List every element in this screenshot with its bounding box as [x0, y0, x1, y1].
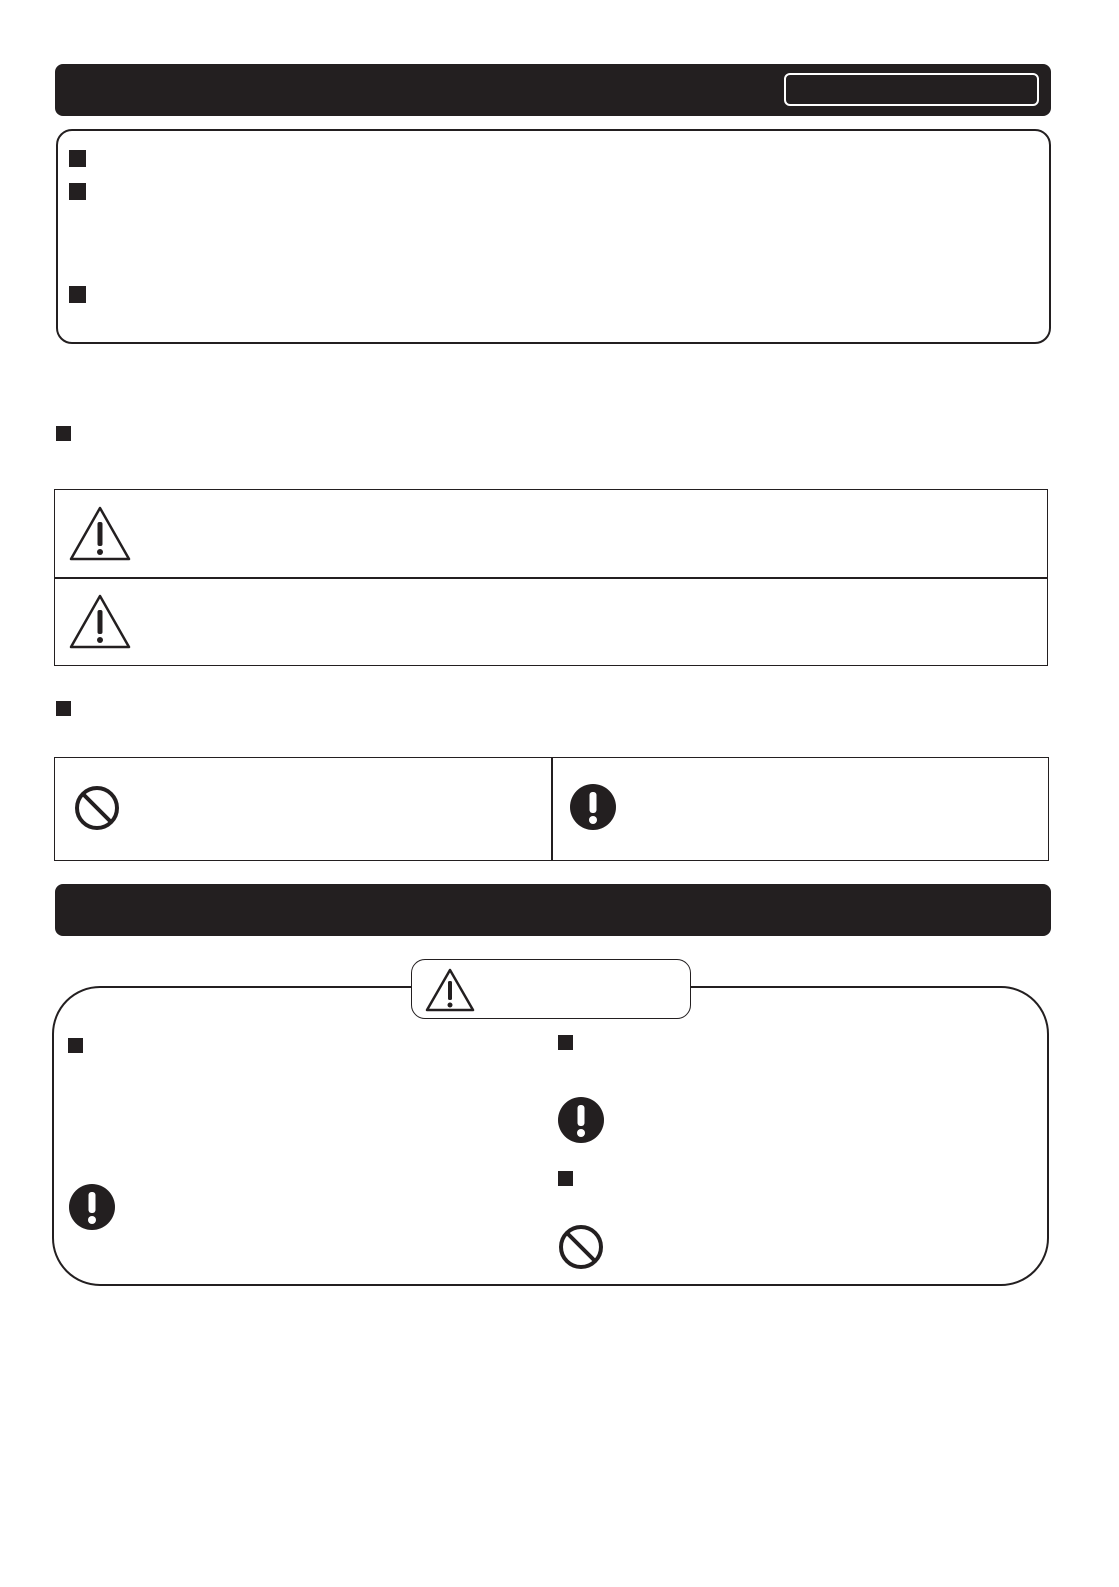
- warning-item-3-bullet: [558, 1171, 573, 1186]
- signal-word-table: [54, 489, 1048, 666]
- warning-panel-tab: [411, 959, 691, 1019]
- section-2-header-bar: [55, 884, 1051, 936]
- notice-bullet-3: [69, 286, 86, 303]
- prohibition-icon: [73, 784, 121, 832]
- symbol-table-divider: [551, 758, 553, 860]
- warning-item-1-bullet: [68, 1038, 83, 1053]
- symbols-heading-bullet: [56, 701, 71, 716]
- section-1-header-label-frame: [784, 73, 1039, 106]
- signal-word-table-divider: [55, 577, 1047, 579]
- section-1-header-bar: [55, 64, 1051, 116]
- warning-triangle-icon: [68, 505, 132, 561]
- warning-triangle-icon: [424, 967, 476, 1013]
- mandatory-action-icon: [569, 783, 617, 831]
- prohibition-icon: [557, 1223, 605, 1271]
- warning-item-2-bullet: [558, 1035, 573, 1050]
- caution-triangle-icon: [68, 593, 132, 649]
- notice-bullet-2: [69, 183, 86, 200]
- signal-words-heading-bullet: [56, 426, 71, 441]
- intro-notice-panel: [56, 129, 1051, 344]
- symbol-meaning-table: [54, 757, 1049, 861]
- notice-bullet-1: [69, 150, 86, 167]
- mandatory-action-icon: [557, 1096, 605, 1144]
- warning-panel: [52, 986, 1049, 1286]
- mandatory-action-icon: [68, 1183, 116, 1231]
